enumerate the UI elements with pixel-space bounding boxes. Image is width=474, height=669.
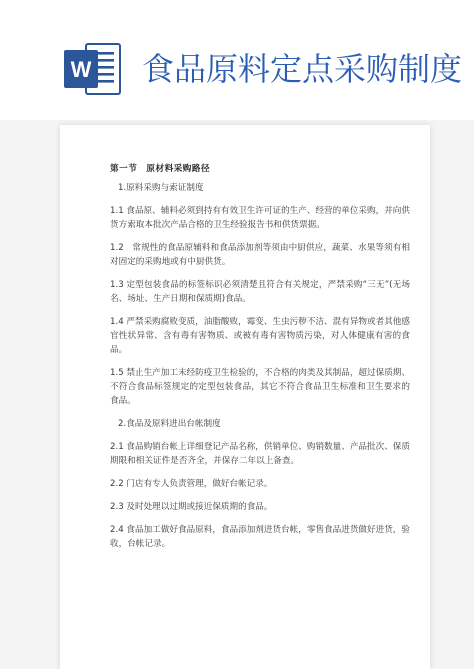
paragraph-2-1: 2.1 食品购销台帐上详细登记产品名称，供销单位、购销数量、产品批次、保质期限和相关证件是否齐全，并保存二年以上备查。 <box>110 442 410 466</box>
document-content <box>110 162 410 560</box>
paragraph-1-3: 1.3 定型包装食品的标签标识必须清楚且符合有关规定，严禁采购“三无”(无场名、场址、生产日期和保质期)食品。 <box>110 280 410 304</box>
header <box>0 0 474 120</box>
paragraph-2-4: 2.4 食品加工做好食品原料，食品添加剂进货台帐，零售食品进货做好进货，验收，台帐记录。 <box>110 525 410 549</box>
document-page <box>60 125 430 669</box>
paragraph-1-2: 1.2 常规性的食品原辅料和食品添加剂等须由中厨供应，蔬菜、水果等须有相对固定的采购地或有中厨供货。 <box>110 243 410 267</box>
paragraph-1-1: 1.1 食品原、辅料必须到持有有效卫生许可证的生产、经营的单位采购，并向供货方索取本批次产品合格的卫生经验报告书和供货票据。 <box>110 206 410 230</box>
subheading-purchase-certificate: 1.原料采购与索证制度 <box>118 183 204 193</box>
subheading-ledger: 2.食品及原料进出台帐制度 <box>118 419 221 429</box>
paragraph-2-2: 2.2 门店有专人负责管理，做好台帐记录。 <box>110 479 273 489</box>
word-document-icon <box>62 38 124 100</box>
svg-text:W: W <box>70 57 92 82</box>
page-title: 食品原料定点采购制度 <box>142 50 463 88</box>
section-title: 第一节 原材料采购路径 <box>110 164 211 174</box>
paragraph-1-5: 1.5 禁止生产加工未经防疫卫生检验的，不合格的肉类及其制品，超过保质期、 不符合食品标签规定的定型包装食品，其它不符合食品卫生标准和卫生要求的食品。 <box>110 368 410 406</box>
paragraph-2-3: 2.3 及时处理以过期或接近保质期的食品。 <box>110 502 273 512</box>
paragraph-1-4: 1.4 严禁采购腐败变质，油脂酸败，霉变、生虫污秽不洁、混有异物或者其他感官性状异常、含有毒有害物质、或被有毒有害物质污染，对人体健康有害的食品。 <box>110 317 410 355</box>
